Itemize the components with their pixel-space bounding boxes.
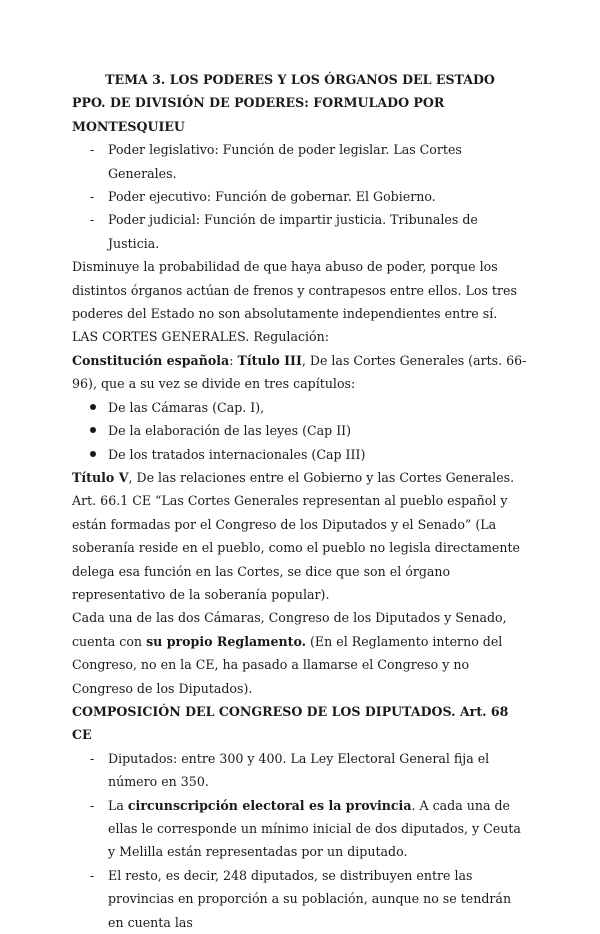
document-title: TEMA 3. LOS PODERES Y LOS ÓRGANOS DEL ESTADO	[105, 72, 495, 87]
bullet-marker	[90, 427, 96, 433]
list-item: De las Cámaras (Cap. I),	[72, 396, 528, 419]
list-item: De los tratados internacionales (Cap III)	[72, 443, 528, 466]
dash-marker: -	[90, 867, 95, 883]
list-item: - Poder legislativo: Función de poder legislar. Las Cortes Generales.	[72, 138, 528, 185]
bullet-marker	[90, 451, 96, 457]
paragraph-titulo-v: Título V, De las relaciones entre el Gobierno y las Cortes Generales. Art. 66.1 CE “Las Cortes Generales representan al pueblo español y están formadas por el Congreso de los Diputados y el Senado” (La soberanía reside en el pueblo, como el pueblo no legisla directamente delega esa función en las Cortes, se dice que son el órgano representativo de la soberanía popular).	[72, 469, 520, 602]
dash-marker: -	[90, 750, 95, 766]
paragraph-reglamento: Cada una de las dos Cámaras, Congreso de los Diputados y Senado, cuenta con su propio Reglamento. (En el Reglamento interno del Congreso, no en la CE, ha pasado a llamarse el Congreso y no Congreso de los Diputados).	[72, 610, 507, 696]
list-item: - Poder judicial: Función de impartir justicia. Tribunales de Justicia.	[72, 208, 528, 255]
powers-list	[72, 138, 528, 255]
list-item: - La circunscripción electoral es la provincia. A cada una de ellas le corresponde un mínimo inicial de dos diputados, y Ceuta y Melilla están representadas por un diputado.	[72, 794, 528, 864]
composition-list	[72, 747, 528, 934]
list-item: - El resto, es decir, 248 diputados, se distribuyen entre las provincias en proporción a su población, aunque no se tendrán en cuenta las	[72, 864, 528, 934]
section-heading-division-poderes: PPO. DE DIVISIÓN DE PODERES: FORMULADO POR MONTESQUIEU	[72, 95, 445, 134]
paragraph-constitucion: Constitución española: Título III, De las Cortes Generales (arts. 66-96), que a su vez se divide en tres capítulos:	[72, 352, 527, 392]
list-item: De la elaboración de las leyes (Cap II)	[72, 419, 528, 442]
dash-marker: -	[90, 142, 95, 158]
list-item: - Poder ejecutivo: Función de gobernar. El Gobierno.	[72, 185, 528, 208]
section-heading-composicion: COMPOSICIÓN DEL CONGRESO DE LOS DIPUTADOS. Art. 68 CE	[72, 703, 509, 743]
bullet-marker	[90, 404, 96, 410]
chapters-list	[72, 396, 528, 466]
list-item: - Diputados: entre 300 y 400. La Ley Electoral General fija el número en 350.	[72, 747, 528, 794]
dash-marker: -	[90, 212, 95, 228]
section-heading-cortes: LAS CORTES GENERALES. Regulación:	[72, 329, 329, 345]
dash-marker: -	[90, 189, 95, 205]
paragraph-abuso-poder: Disminuye la probabilidad de que haya abuso de poder, porque los distintos órganos actúan de frenos y contrapesos entre ellos. Los tres poderes del Estado no son absolutamente independientes entre sí.	[72, 259, 517, 322]
dash-marker: -	[90, 797, 95, 813]
